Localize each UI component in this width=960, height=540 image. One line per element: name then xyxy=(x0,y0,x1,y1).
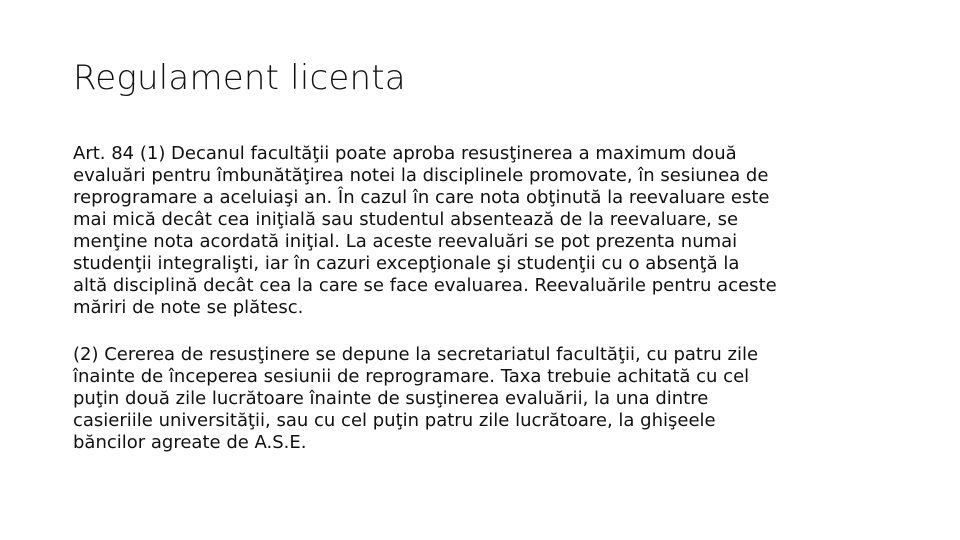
slide-body xyxy=(73,143,893,479)
paragraph-article-84-2 xyxy=(73,344,893,454)
paragraph-line: menţine nota acordată iniţial. La aceste reevaluări se pot prezenta numai xyxy=(73,231,738,252)
paragraph-line: altă disciplină decât cea la care se face evaluarea. Reevaluările pentru aceste xyxy=(73,275,777,296)
paragraph-line: (2) Cererea de resusţinere se depune la secretariatul facultăţii, cu patru zile xyxy=(73,344,759,365)
paragraph-line: studenţii integralişti, iar în cazuri excepţionale şi studenţii cu o absenţă la xyxy=(73,253,740,274)
paragraph-line: casieriile universităţii, sau cu cel puţin patru zile lucrătoare, la ghişeele xyxy=(73,410,716,431)
paragraph-line: mai mică decât cea iniţială sau studentul absentează de la reevaluare, se xyxy=(73,209,739,230)
paragraph-line: reprogramare a aceluiaşi an. În cazul în care nota obţinută la reevaluare este xyxy=(73,187,770,208)
slide-title: Regulament licenta xyxy=(73,58,406,98)
paragraph-line: evaluări pentru îmbunătăţirea notei la disciplinele promovate, în sesiunea de xyxy=(73,165,769,186)
paragraph-line: Art. 84 (1) Decanul facultăţii poate aproba resusţinerea a maximum două xyxy=(73,143,737,164)
paragraph-line: băncilor agreate de A.S.E. xyxy=(73,432,307,453)
paragraph-line: puţin două zile lucrătoare înainte de susţinerea evaluării, la una dintre xyxy=(73,388,709,409)
paragraph-line: înainte de începerea sesiunii de reprogramare. Taxa trebuie achitată cu cel xyxy=(73,366,750,387)
paragraph-article-84-1 xyxy=(73,143,893,319)
paragraph-line: măriri de note se plătesc. xyxy=(73,297,304,318)
